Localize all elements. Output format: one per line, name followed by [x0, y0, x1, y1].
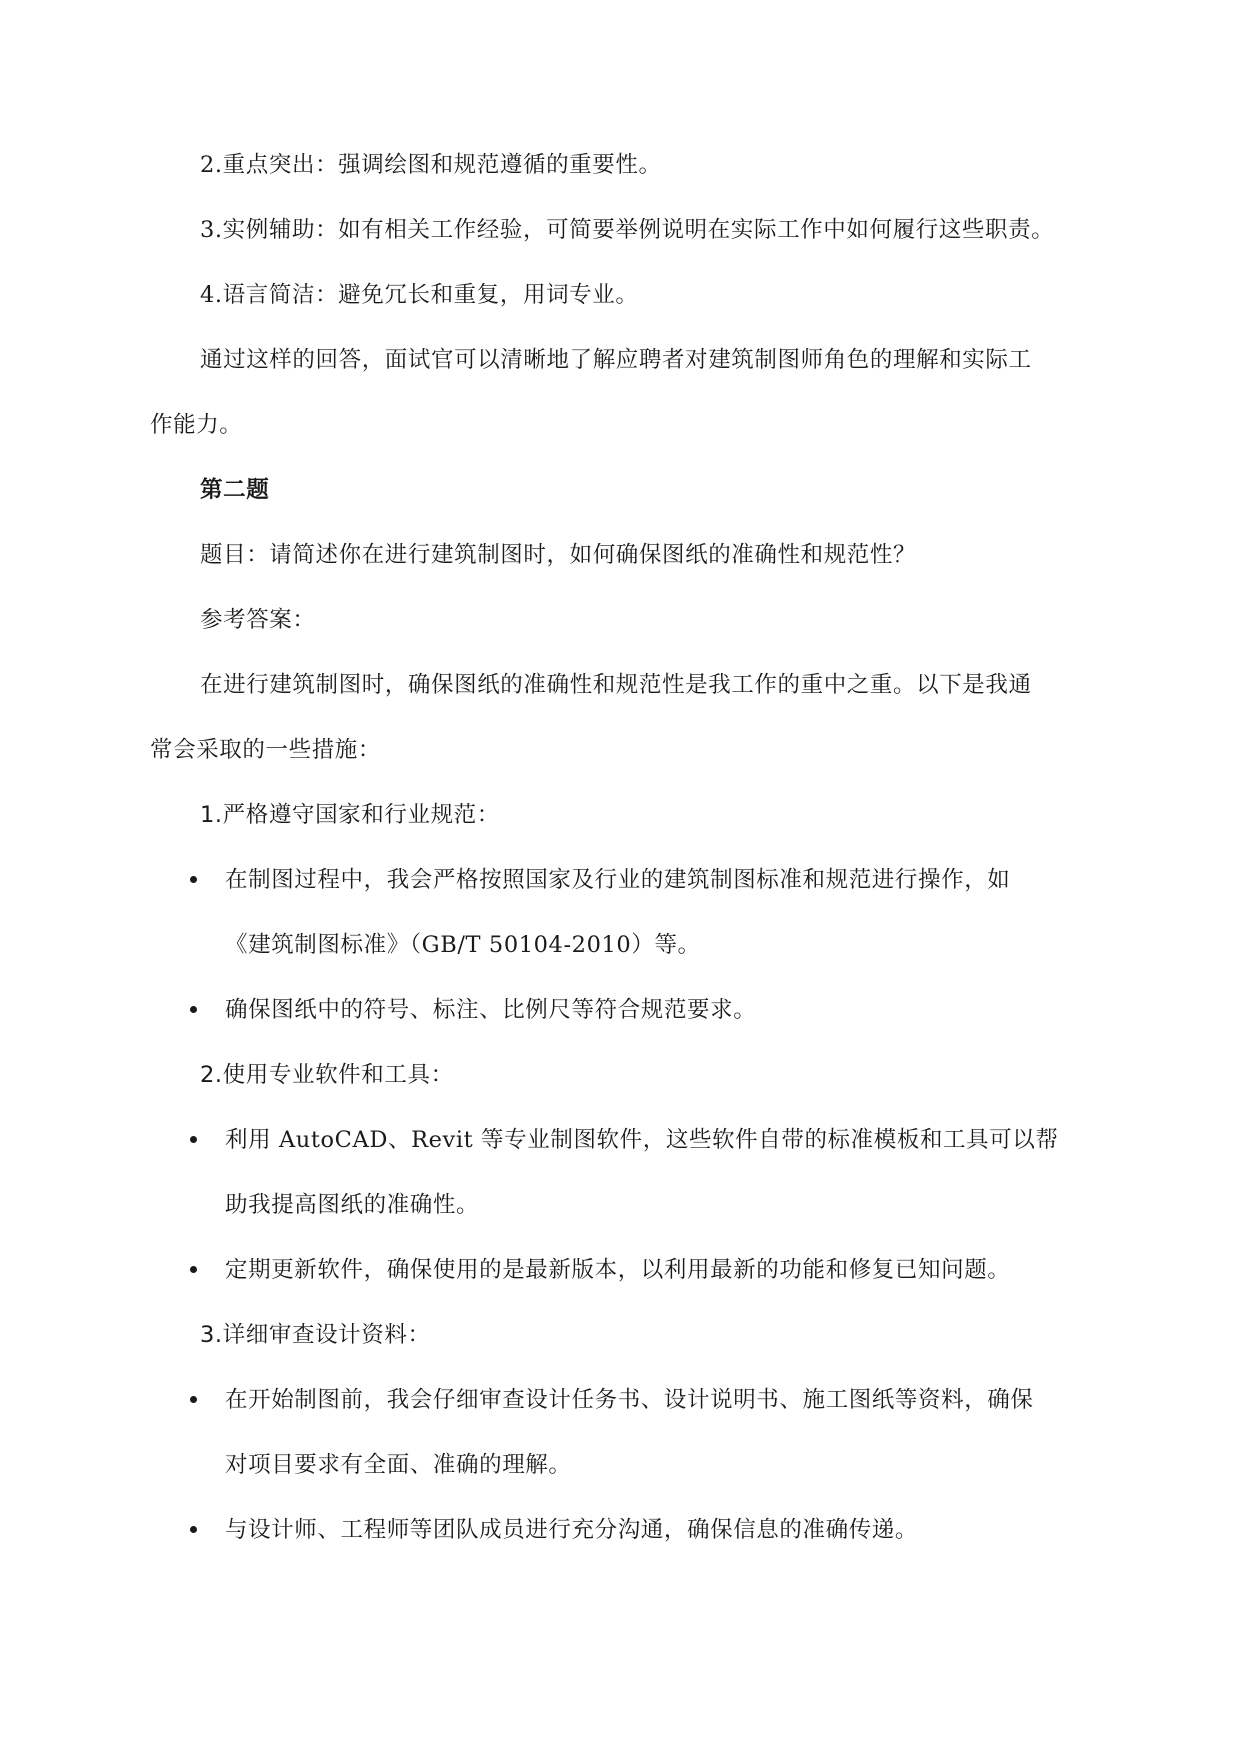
measure-2-bullet-1-line-1: 利用 AutoCAD、Revit 等专业制图软件，这些软件自带的标准模板和工具可以帮	[225, 1127, 1059, 1153]
measure-2-heading	[200, 1060, 454, 1090]
measure-3-bullet-1-line-1: 在开始制图前，我会仔细审查设计任务书、设计说明书、施工图纸等资料，确保	[225, 1387, 1034, 1413]
answer-intro-line-1: 在进行建筑制图时，确保图纸的准确性和规范性是我工作的重中之重。以下是我通	[200, 672, 1032, 698]
measure-title: 严格遵守国家和行业规范：	[222, 802, 500, 828]
measure-2-bullet-2-line-1: 定期更新软件，确保使用的是最新版本，以利用最新的功能和修复已知问题。	[225, 1257, 1011, 1283]
answer-label: 参考答案：	[200, 607, 316, 633]
measure-number: 2.	[200, 1062, 223, 1088]
section-heading: 第二题	[200, 477, 270, 503]
measure-2-bullet-1-line-2: 助我提高图纸的准确性。	[225, 1192, 480, 1218]
bullet-icon	[190, 1266, 197, 1273]
measure-number: 1.	[200, 802, 223, 828]
summary-line-1: 通过这样的回答，面试官可以清晰地了解应聘者对建筑制图师角色的理解和实际工	[200, 347, 1032, 373]
measure-1-heading	[200, 800, 500, 830]
measure-3-heading	[200, 1320, 431, 1350]
bullet-icon	[190, 876, 197, 883]
bullet-icon	[190, 1006, 197, 1013]
answer-intro-line-2: 常会采取的一些措施：	[150, 737, 382, 763]
question-text: 题目：请简述你在进行建筑制图时，如何确保图纸的准确性和规范性？	[200, 542, 917, 568]
measure-title: 使用专业软件和工具：	[222, 1062, 454, 1088]
measure-1-bullet-1-line-1: 在制图过程中，我会严格按照国家及行业的建筑制图标准和规范进行操作，如	[225, 867, 1011, 893]
measure-1-bullet-2-line-1: 确保图纸中的符号、标注、比例尺等符合规范要求。	[225, 997, 757, 1023]
bullet-icon	[190, 1526, 197, 1533]
measure-3-bullet-2-line-1: 与设计师、工程师等团队成员进行充分沟通，确保信息的准确传递。	[225, 1517, 919, 1543]
measure-1-bullet-1-line-2: 《建筑制图标准》（GB/T 50104-2010）等。	[225, 932, 701, 958]
measure-number: 3.	[200, 1322, 223, 1348]
bullet-icon	[190, 1396, 197, 1403]
measure-title: 详细审查设计资料：	[222, 1322, 431, 1348]
measure-3-bullet-1-line-2: 对项目要求有全面、准确的理解。	[225, 1452, 572, 1478]
bullet-icon	[190, 1136, 197, 1143]
intro-point-4: 4.语言简洁：避免冗长和重复，用词专业。	[200, 282, 639, 308]
intro-point-2: 2.重点突出：强调绘图和规范遵循的重要性。	[200, 152, 662, 178]
intro-point-3: 3.实例辅助：如有相关工作经验，可简要举例说明在实际工作中如何履行这些职责。	[200, 217, 1055, 243]
summary-line-2: 作能力。	[150, 412, 243, 438]
